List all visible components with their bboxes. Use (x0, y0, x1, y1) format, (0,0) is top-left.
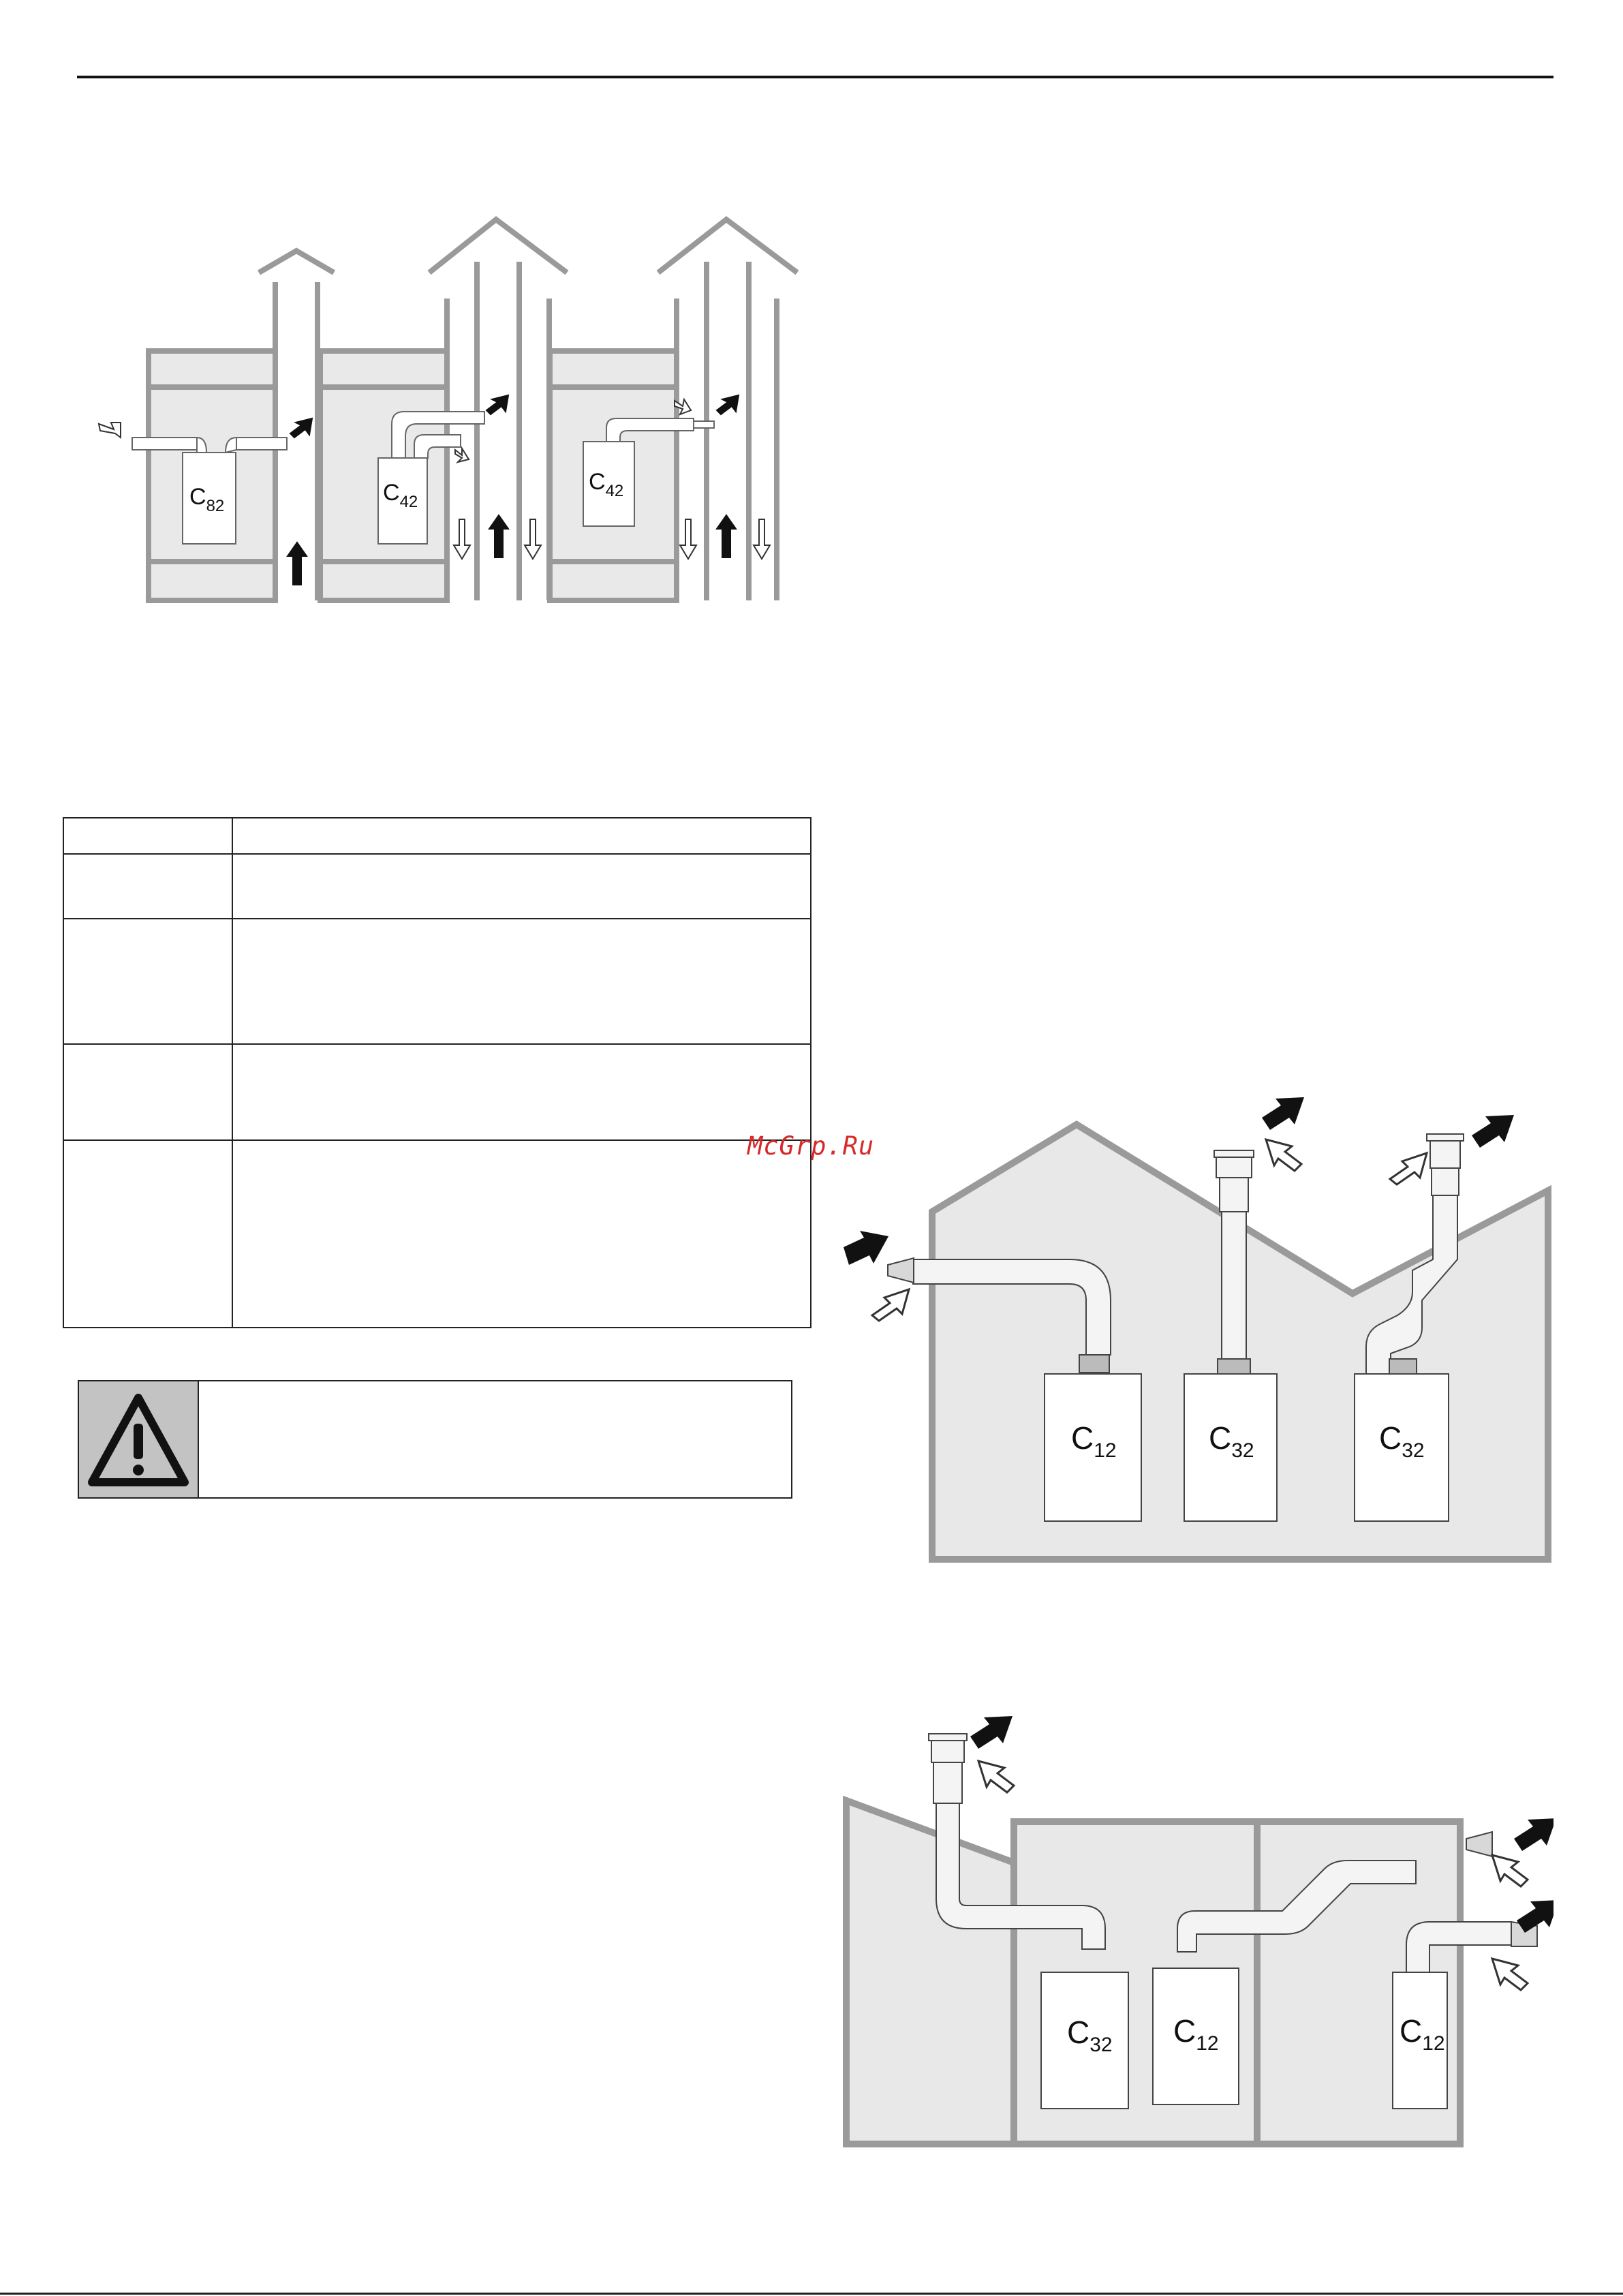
svg-text:C12: $C_{12}$ (1071, 1420, 1117, 1462)
warning-icon-cell (79, 1381, 199, 1497)
warning-box (78, 1380, 792, 1499)
figure-flue-chimney-types (82, 204, 818, 613)
watermark-text: McGrp.Ru (747, 1131, 875, 1161)
specification-table (63, 817, 812, 1328)
label-c42-b: $C_{42}$ (589, 469, 624, 500)
figure-wall-flue-types (831, 1697, 1554, 2160)
figure-roof-flue-types (831, 1070, 1554, 1567)
svg-text:C12: $C_{12}$ (1400, 2013, 1445, 2055)
table-row (64, 918, 810, 1045)
table-row (64, 853, 810, 919)
svg-text:C12: $C_{12}$ (1173, 2013, 1219, 2055)
label-c42-a: $C_{42}$ (383, 480, 418, 511)
label-c82: $C_{82}$ (189, 484, 225, 515)
header-rule (77, 76, 1554, 78)
table-row (64, 818, 810, 855)
svg-text:C32: $C_{32}$ (1209, 1420, 1254, 1462)
svg-text:C32: $C_{32}$ (1379, 1420, 1425, 1462)
footer-rule (0, 2293, 1623, 2295)
table-row (64, 1139, 810, 1327)
table-row (64, 1043, 810, 1141)
svg-text:C32: $C_{32}$ (1067, 2015, 1113, 2056)
warning-triangle-icon (79, 1381, 198, 1497)
